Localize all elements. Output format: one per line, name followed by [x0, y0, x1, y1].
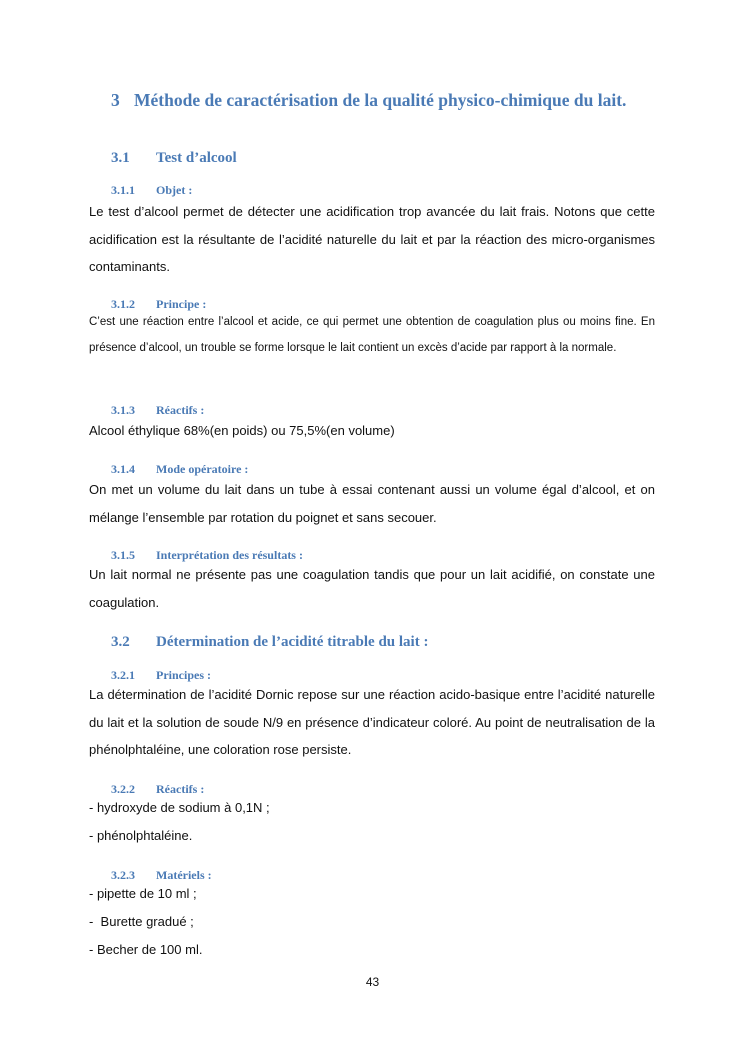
heading-title: Objet : [156, 183, 193, 197]
paragraph-objet: Le test d’alcool permet de détecter une acidification trop avancée du lait frais. Notons que cette acidification est la résultante de l’acidité naturelle du lait et par la réaction des micro-organismes contaminants. [89, 204, 655, 274]
list-item: - Becher de 100 ml. [89, 942, 203, 957]
heading-number: 3.2.2 [111, 782, 135, 796]
heading-number: 3.2.1 [111, 668, 135, 682]
heading-title: Matériels : [156, 868, 212, 882]
subsection-title: Test d’alcool [156, 150, 237, 166]
paragraph-principes: La détermination de l’acidité Dornic repose sur une réaction acido-basique entre l’acidité naturelle du lait et la solution de soude N/9 en présence d’indicateur coloré. Au point de neutralisation de la phénolphtaléine, une coloration rose persiste. [89, 687, 655, 757]
heading-number: 3.2.3 [111, 868, 135, 882]
paragraph-interpretation: Un lait normal ne présente pas une coagulation tandis que pour un lait acidifié, on constate une coagulation. [89, 567, 655, 610]
paragraph-reactifs: Alcool éthylique 68%(en poids) ou 75,5%(en volume) [89, 423, 395, 438]
list-item: - Burette gradué ; [89, 914, 194, 929]
heading-number: 3.1.1 [111, 183, 135, 197]
heading-number: 3.1.3 [111, 403, 135, 417]
list-item: - hydroxyde de sodium à 0,1N ; [89, 800, 270, 815]
subsection-title: Détermination de l’acidité titrable du lait : [156, 634, 429, 650]
section-title: Méthode de caractérisation de la qualité physico-chimique du lait. [134, 90, 627, 110]
heading-number: 3.1.5 [111, 548, 135, 562]
heading-3-1-3 [111, 402, 204, 418]
list-item: - pipette de 10 ml ; [89, 886, 197, 901]
heading-3-2-3 [111, 867, 212, 883]
heading-title: Interprétation des résultats : [156, 548, 303, 562]
page-number: 43 [365, 975, 380, 989]
list-item: - phénolphtaléine. [89, 828, 193, 843]
subsection-number: 3.2 [111, 634, 130, 650]
paragraph-mode-operatoire: On met un volume du lait dans un tube à essai contenant aussi un volume égal d’alcool, et on mélange l’ensemble par rotation du poignet et sans secouer. [89, 482, 655, 525]
heading-3-2-2 [111, 781, 204, 797]
paragraph-principe: C’est une réaction entre l’alcool et acide, ce qui permet une obtention de coagulation plus ou moins fine. En présence d’alcool, un trouble se forme lorsque le lait contient un excès d’acide par rapport à la normale. [89, 316, 655, 354]
heading-title: Mode opératoire : [156, 462, 249, 476]
heading-number: 3.1.4 [111, 462, 135, 476]
subsection-heading-3-2 [111, 632, 428, 652]
heading-3-1-1 [111, 182, 192, 198]
subsection-number: 3.1 [111, 150, 130, 166]
heading-title: Principes : [156, 668, 211, 682]
section-heading-3 [111, 88, 671, 113]
section-number: 3 [111, 90, 120, 110]
heading-number: 3.1.2 [111, 297, 135, 311]
heading-title: Réactifs : [156, 782, 205, 796]
heading-title: Principe : [156, 297, 207, 311]
subsection-heading-3-1 [111, 148, 237, 168]
heading-3-1-4 [111, 461, 248, 477]
heading-title: Réactifs : [156, 403, 205, 417]
